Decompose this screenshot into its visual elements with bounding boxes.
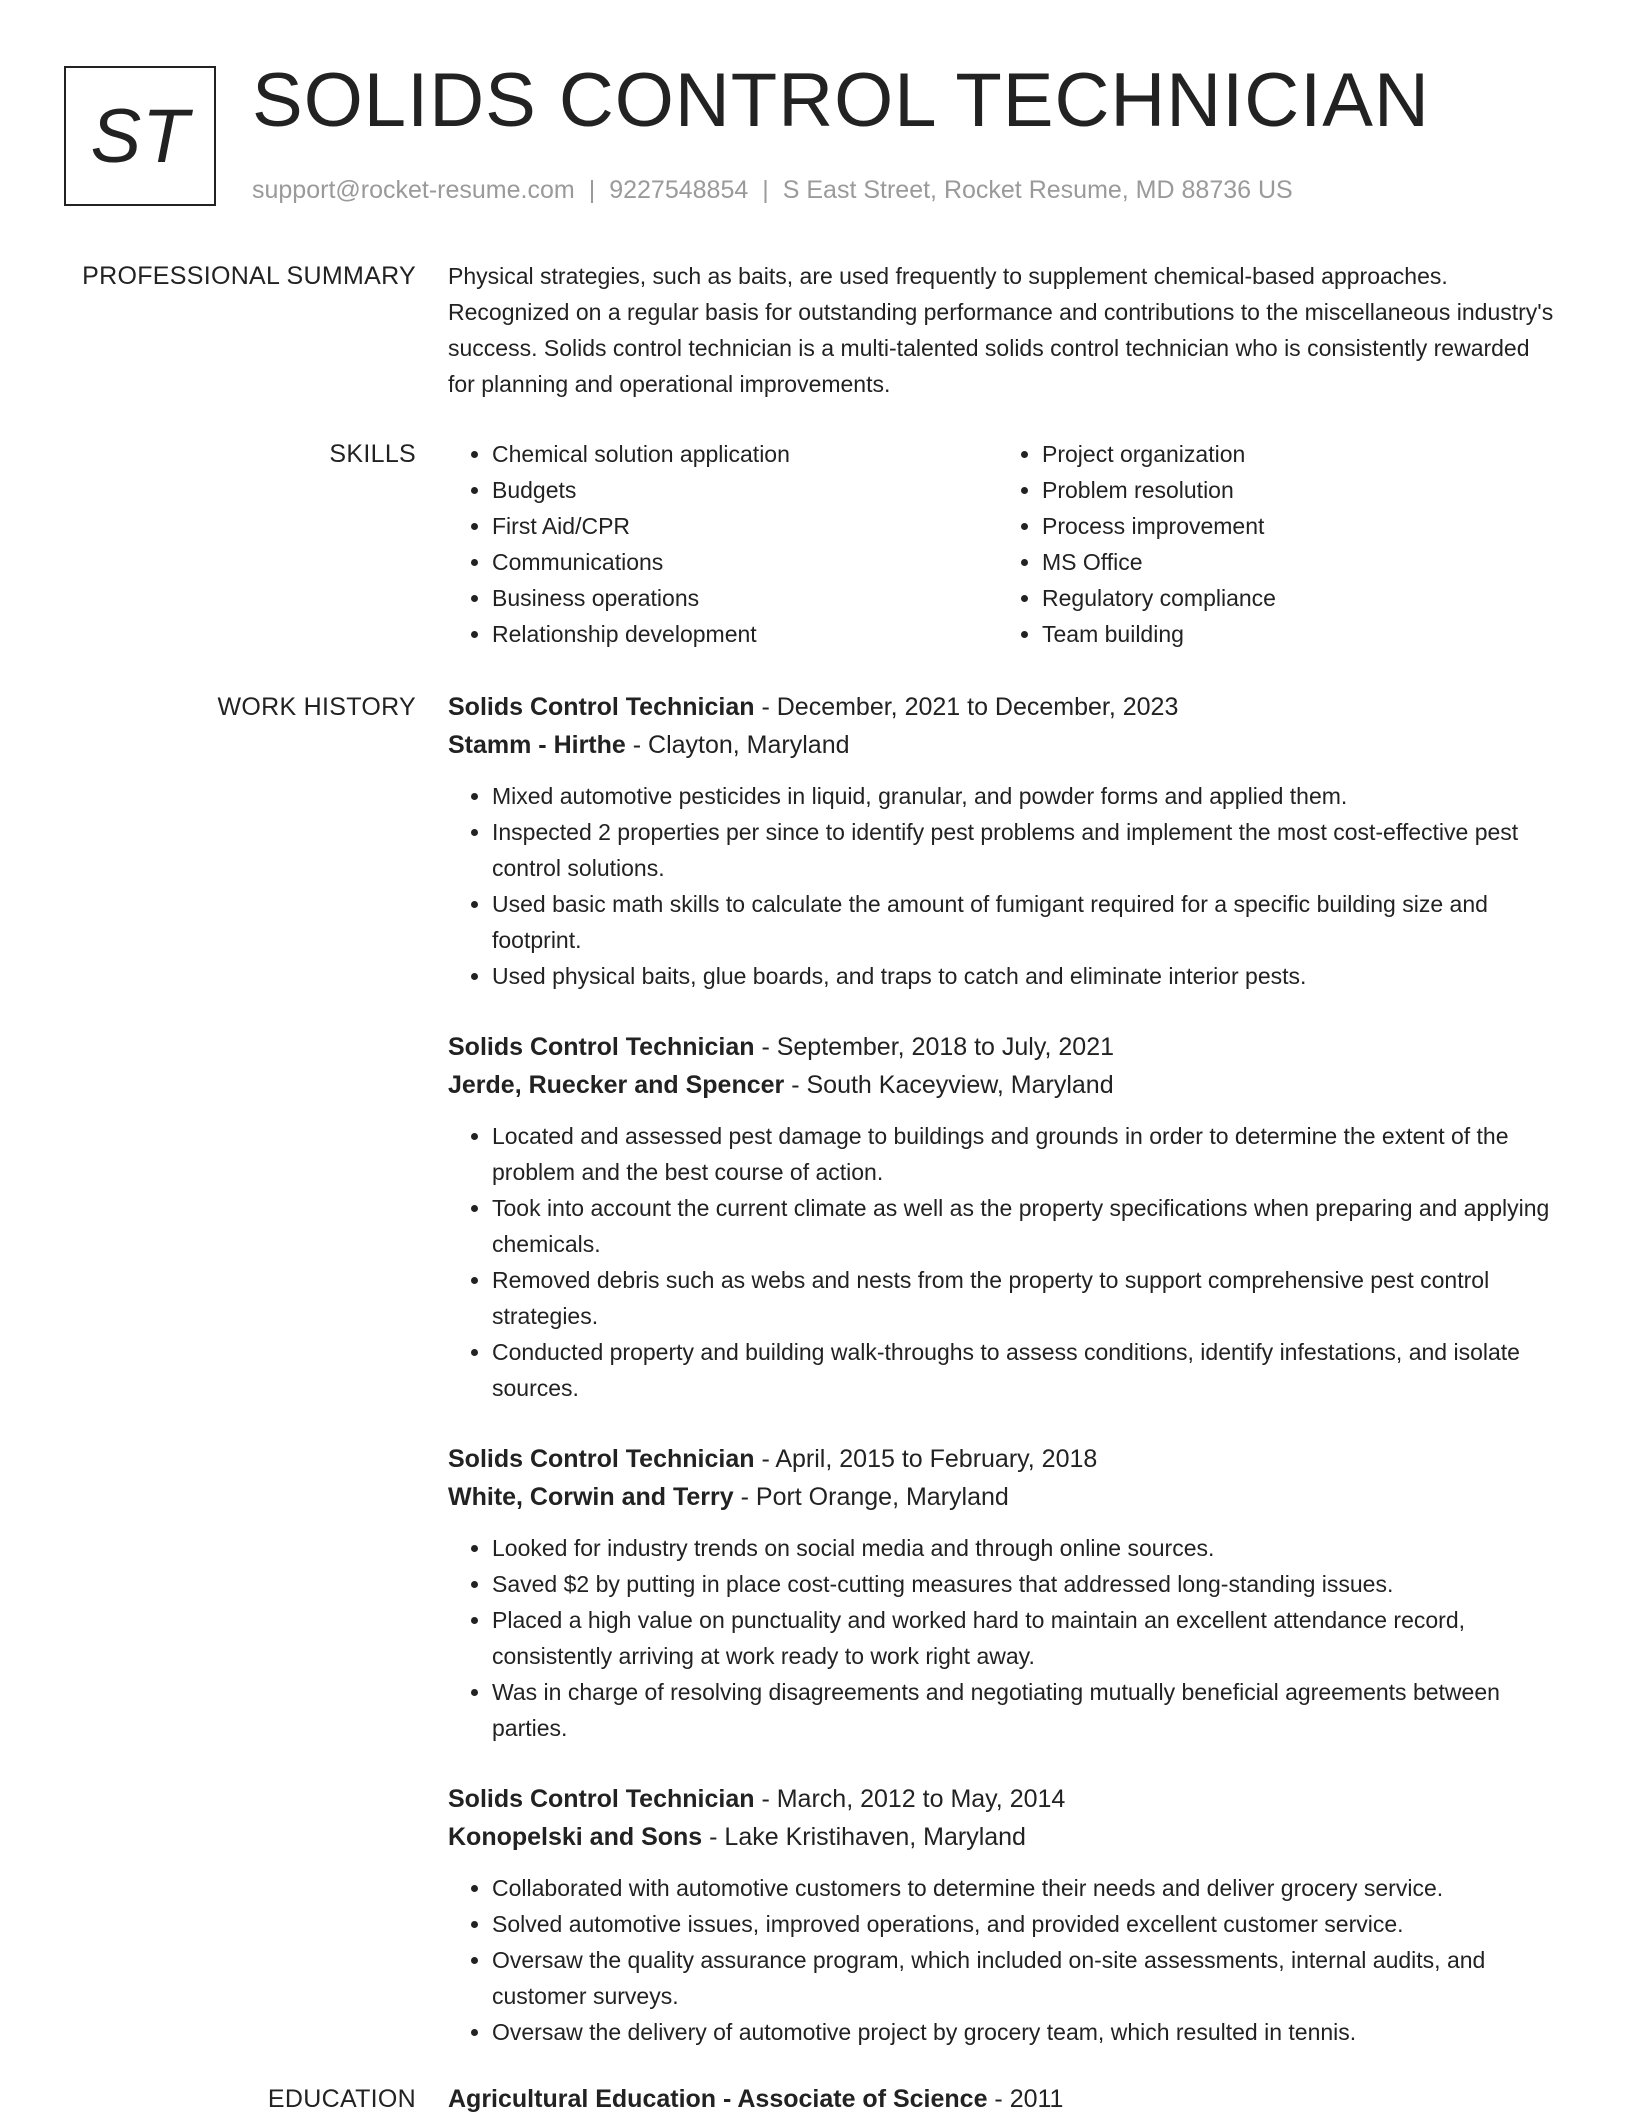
job-entry [448,688,1560,994]
job-bullet: • Took into account the current climate as well as the property specifications when preparing and applying chemicals. [492,1190,1560,1262]
job-bullet: • Collaborated with automotive customers to determine their needs and deliver grocery service. [492,1870,1560,1906]
address-text: S East Street, Rocket Resume, MD 88736 US [782,176,1293,204]
skill-item: • Relationship development [492,616,998,652]
education-section [0,2080,1632,2118]
job-company: Stamm - Hirthe [448,731,626,759]
job-bullet: • Solved automotive issues, improved operations, and provided excellent customer service. [492,1906,1560,1942]
job-role: Solids Control Technician [448,1785,755,1813]
skills-body [448,436,1560,652]
section-title-skills: SKILLS [329,440,416,468]
skill-item: • First Aid/CPR [492,508,998,544]
job-dates: - March, 2012 to May, 2014 [754,1785,1066,1813]
job-bullet: • Was in charge of resolving disagreements and negotiating mutually beneficial agreements between parties. [492,1674,1560,1746]
work-history-section [0,688,1632,2080]
education-degree: Agricultural Education - Associate of Science [448,2085,988,2113]
job-bullet: • Located and assessed pest damage to buildings and grounds in order to determine the extent of the problem and the best course of action. [492,1118,1560,1190]
job-bullet: • Used physical baits, glue boards, and traps to catch and eliminate interior pests. [492,958,1560,994]
job-dates: - December, 2021 to December, 2023 [754,693,1179,721]
section-title-work-history: WORK HISTORY [217,693,416,721]
contact-separator: | [588,176,596,204]
job-company: White, Corwin and Terry [448,1483,734,1511]
job-bullets [448,1118,1560,1406]
job-entry [448,1780,1560,2050]
job-bullet: • Removed debris such as webs and nests from the property to support comprehensive pest control strategies. [492,1262,1560,1334]
job-company-line [448,1066,1560,1104]
job-title-line [448,688,1560,726]
job-location: - Port Orange, Maryland [733,1483,1009,1511]
job-bullets [448,1530,1560,1746]
skill-item: • Business operations [492,580,998,616]
skill-item: • Budgets [492,472,998,508]
job-bullet: • Oversaw the delivery of automotive project by grocery team, which resulted in tennis. [492,2014,1560,2050]
skills-grid [448,436,1560,652]
skill-item: • Team building [1042,616,1548,652]
job-dates: - April, 2015 to February, 2018 [754,1445,1098,1473]
job-entry [448,1028,1560,1406]
job-role: Solids Control Technician [448,1033,755,1061]
job-bullets [448,778,1560,994]
resume-content [0,258,1632,2118]
skill-item: • Communications [492,544,998,580]
skill-item: • Project organization [1042,436,1548,472]
job-bullet: • Oversaw the quality assurance program, which included on-site assessments, internal audits, and customer surveys. [492,1942,1560,2014]
job-bullets [448,1870,1560,2050]
summary-body [448,258,1560,402]
summary-section [0,258,1632,402]
skill-item: • MS Office [1042,544,1548,580]
phone-text: 9227548854 [609,176,749,204]
job-entry [448,1440,1560,1746]
section-title-summary: PROFESSIONAL SUMMARY [82,262,416,290]
work-history-body [448,688,1560,2080]
job-bullet: • Saved $2 by putting in place cost-cutting measures that addressed long-standing issues. [492,1566,1560,1602]
summary-text: Physical strategies, such as baits, are used frequently to supplement chemical-based approaches. Recognized on a regular basis for outstanding performance and contributions to the miscellaneous industry's success. Solids control technician is a multi-talented solids control technician who is consistently rewarded for planning and operational improvements. [448,263,1554,397]
education-year: - 2011 [987,2085,1064,2113]
page-title: SOLIDS CONTROL TECHNICIAN [252,58,1430,143]
section-title-education: EDUCATION [267,2085,416,2113]
skill-item: • Regulatory compliance [1042,580,1548,616]
job-bullet: • Mixed automotive pesticides in liquid, granular, and powder forms and applied them. [492,778,1560,814]
job-title-line [448,1028,1560,1066]
job-company: Konopelski and Sons [448,1823,703,1851]
job-company-line [448,1818,1560,1856]
skill-item: • Chemical solution application [492,436,998,472]
monogram-logo: ST [64,66,216,206]
job-bullet: • Conducted property and building walk-throughs to assess conditions, identify infestations, and isolate sources. [492,1334,1560,1406]
job-title-line [448,1440,1560,1478]
education-line [448,2080,1560,2118]
job-company: Jerde, Ruecker and Spencer [448,1071,785,1099]
contact-separator: | [762,176,769,204]
job-location: - Lake Kristihaven, Maryland [702,1823,1026,1851]
email-text: support@rocket-resume.com [252,176,575,204]
job-role: Solids Control Technician [448,1445,755,1473]
skills-section [0,436,1632,652]
job-dates: - September, 2018 to July, 2021 [754,1033,1115,1061]
job-company-line [448,726,1560,764]
job-location: - Clayton, Maryland [625,731,850,759]
job-bullet: • Looked for industry trends on social media and through online sources. [492,1530,1560,1566]
job-bullet: • Inspected 2 properties per since to identify pest problems and implement the most cost-effective pest control solutions. [492,814,1560,886]
job-title-line [448,1780,1560,1818]
job-company-line [448,1478,1560,1516]
job-bullet: • Used basic math skills to calculate the amount of fumigant required for a specific building size and footprint. [492,886,1560,958]
skills-list-right [998,436,1548,652]
job-bullet: • Placed a high value on punctuality and worked hard to maintain an excellent attendance record, consistently arriving at work ready to work right away. [492,1602,1560,1674]
contact-line [252,172,1293,208]
skills-list-left [448,436,998,652]
job-location: - South Kaceyview, Maryland [784,1071,1114,1099]
job-role: Solids Control Technician [448,693,755,721]
education-body [448,2080,1560,2118]
skill-item: • Process improvement [1042,508,1548,544]
skill-item: • Problem resolution [1042,472,1548,508]
